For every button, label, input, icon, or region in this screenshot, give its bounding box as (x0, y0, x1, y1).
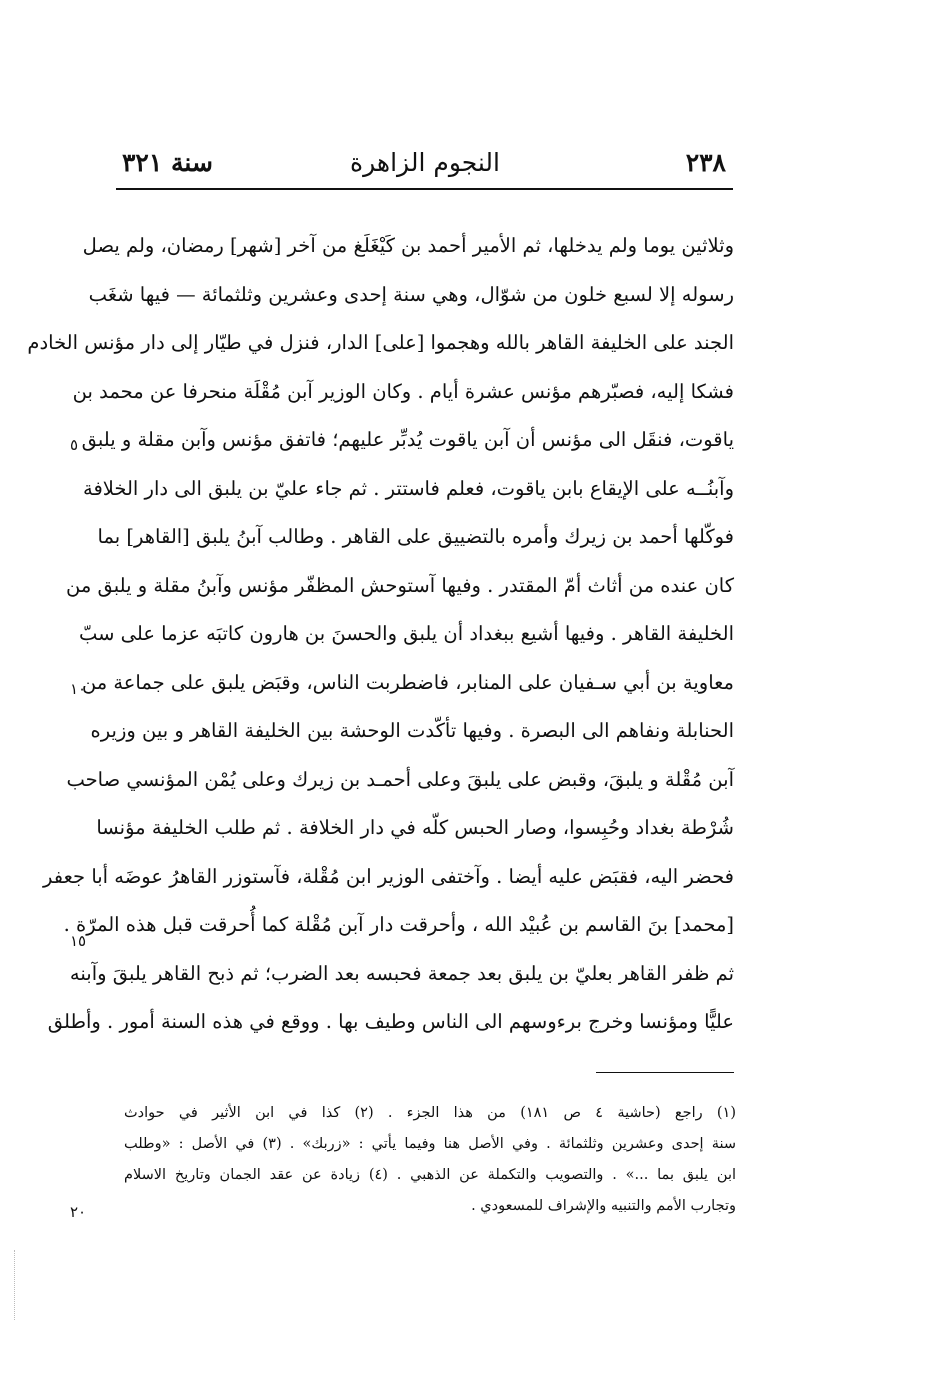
page-number: ٢٣٨ (685, 148, 726, 177)
header-rule (116, 188, 733, 190)
text-line: الحنابلة ونفاهم الى البصرة . وفيها تأكّدت الوحشة بين الخليفة القاهر و بين وزيره (90, 719, 734, 742)
footnote-line: وتجارب الأمم والتنبيه والإشراف للمسعودي . (471, 1198, 736, 1214)
text-line: فشكا إليه، فصبّرهم مؤنس عشرة أيام . وكان الوزير آبن مُقْلَة منحرفا عن محمد بن (72, 379, 734, 403)
footnote-line: (١) راجع (حاشية ٤ ص ١٨١) من هذا الجزء . (٢) كذا في ابن الأثير في حوادث (124, 1105, 737, 1121)
text-line: ياقوت، فنقَل الى مؤنس أن آبن ياقوت يُدبِّر عليهم؛ فاتفق مؤنس وآبن مقلة و يلبق (81, 428, 734, 451)
text-line: آبن مُقْلة و يلبقَ، وقبض على يلبقَ وعلى أحمـد بن زيرك وعلى يُمْن المؤنسي صاحب (66, 767, 734, 791)
text-line: فحضر اليه، فقبَض عليه أيضا . وآختفى الوزير ابن مُقْلة، فآستوزر القاهرُ عوضَه أبا جعفر (43, 864, 734, 888)
footnotes (124, 1098, 736, 1222)
book-title: النجوم الزاهرة (350, 148, 500, 177)
line-number-20: ٢٠ (70, 1203, 87, 1221)
text-line: شُرْطة بغداد وحُبِسوا، وصار الحبس كلّه في دار الخلافة . ثم طلب الخليفة مؤنسا (96, 816, 734, 839)
footnote-line: ابن يلبق بما ...» . والتصويب والتكملة عن الذهبي . (٤) زيادة عن عقد الجمان وتاريخ الاسلام (124, 1167, 737, 1183)
text-line: معاوية بن أبي سـفيان على المنابر، فاضطربت الناس، وقبَض يلبق على جماعة من (81, 670, 734, 694)
footnote-rule (596, 1072, 734, 1073)
text-line: الجند على الخليفة القاهر بالله وهجموا [على] الدار، فنزل في طيّار إلى دار مؤنس الخادم (27, 331, 734, 354)
running-header (118, 142, 732, 186)
scan-edge-mark (14, 1250, 15, 1320)
footnote-line: سنة إحدى وعشرين وثلثمائة . وفي الأصل هنا وفيما يأتي : «زربك» . (٣) في الأصل : «وطلب (124, 1136, 737, 1152)
year-heading: سنة ٣٢١ (122, 148, 213, 177)
line-number-10: ١٠ (70, 680, 87, 698)
text-line: [محمد] بنَ القاسم بن عُبيْد الله ، وأحرقت دار آبن مُقْلة كما أُحرقت قبل هذه المرّة . (63, 913, 734, 936)
text-line: فوكّلها أحمد بن زيرك وأمره بالتضييق على القاهر . وطالب آبنُ يلبق [القاهر] بما (97, 525, 734, 548)
line-number-5: ٥ (70, 436, 79, 454)
text-line: الخليفة القاهر . وفيها أشيع ببغداد أن يلبق والحسنَ بن هارون كاتبَه عزما على سبّ (78, 622, 734, 645)
text-line: وثلاثين يوما ولم يدخلها، ثم الأمير أحمد بن كَيْغَلَغ من آخر [شهر] رمضان، ولم يصل (82, 234, 734, 257)
text-line: كان عنده من أثاث أمّ المقتدر . وفيها آستوحش المظفّر مؤنس وآبنُ مقلة و يلبق من (66, 573, 734, 597)
text-line: ثم ظفر القاهر بعليّ بن يلبق بعد جمعة فحبسه بعد الضرب؛ ثم ذبح القاهر يلبقَ وآبنه (69, 961, 734, 985)
line-number-15: ١٥ (70, 932, 87, 950)
text-line: وآبنُــه على الإيقاع بابن ياقوت، فعلم فاستتر . ثم جاء عليّ بن يلبق الى دار الخلافة (82, 476, 734, 500)
text-line: رسوله إلا لسبع خلون من شوّال، وهي سنة إحدى وعشرين وثلثمائة — فيها شغَب (88, 282, 734, 306)
text-line: عليًّا ومؤنسا وخرج برءوسهم الى الناس وطيف بها . ووقع في هذه السنة أمور . وأطلق (47, 1010, 734, 1033)
